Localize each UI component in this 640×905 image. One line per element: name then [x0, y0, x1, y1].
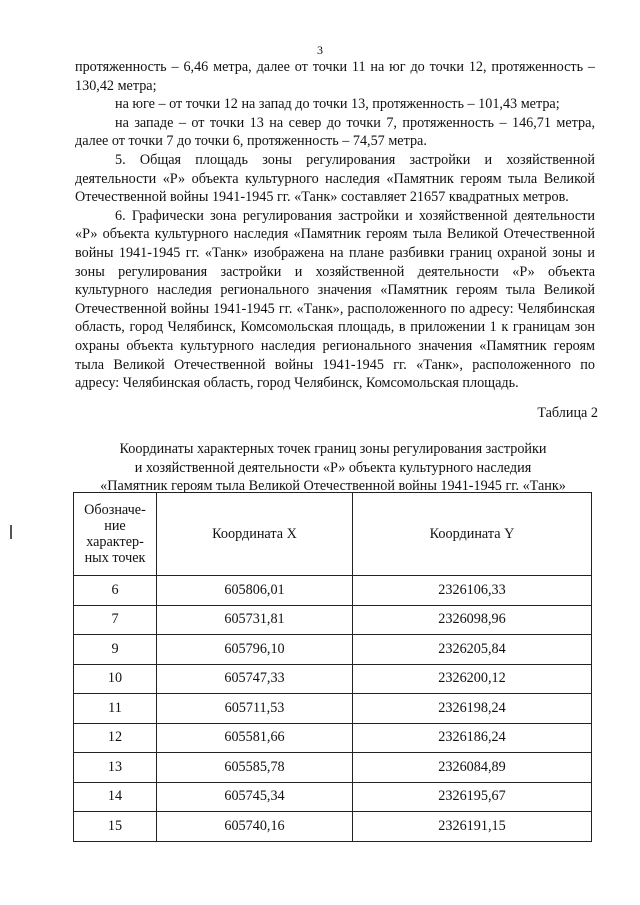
table-row [74, 605, 592, 635]
coord-y: 2326195,67 [353, 782, 592, 812]
paragraph-graphic: 6. Графически зона регулирования застройки и хозяйственной деятельности «Р» объекта культурного наследия «Памятник героям тыла Великой Отечественной войны 1941-1945 гг. «Танк» изображена на плане разбивки границ охраной зоны и зоны регулирования застройки и хозяйственной деятельности «Р» объекта культурного наследия регионального значения «Памятник героям тыла Великой Отечественной войны 1941-1945 гг. «Танк», расположенного по адресу: Челябинская область, город Челябинск, Комсомольская площадь, в приложении 1 к границам зон охраны объекта культурного наследия регионального значения «Памятник героям тыла Великой Отечественной войны 1941-1945 гг. «Танк», расположенного по адресу: Челябинская область, город Челябинск, Комсомольская площадь. [75, 207, 595, 392]
table-row [74, 753, 592, 783]
paragraph-west: на западе – от точки 13 на север до точки 7, протяженность – 146,71 метра, далее от точки 7 до точки 6, протяженность – 74,57 метра. [75, 114, 595, 150]
header-coordinate-y: Координата Y [353, 493, 592, 576]
table-row [74, 664, 592, 694]
table-row [74, 635, 592, 665]
table-title [66, 440, 600, 496]
table-row [74, 812, 592, 842]
point-id: 12 [74, 723, 157, 753]
coord-y: 2326098,96 [353, 605, 592, 635]
header-coordinate-x: Координата X [157, 493, 353, 576]
coord-x: 605747,33 [157, 664, 353, 694]
paragraph-south: на юге – от точки 12 на запад до точки 13, протяженность – 101,43 метра; [115, 96, 560, 113]
scan-edge-mark [10, 525, 12, 539]
header-point-designation: Обозначе- ние характер- ных точек [74, 493, 157, 576]
table-header-row [74, 493, 592, 576]
table-title-line: и хозяйственной деятельности «Р» объекта культурного наследия [134, 459, 532, 476]
coord-x: 605581,66 [157, 723, 353, 753]
table-row [74, 576, 592, 606]
point-id: 13 [74, 753, 157, 783]
point-id: 14 [74, 782, 157, 812]
coord-y: 2326186,24 [353, 723, 592, 753]
point-id: 11 [74, 694, 157, 724]
point-id: 15 [74, 812, 157, 842]
table-title-line: «Памятник героям тыла Великой Отечественной войны 1941-1945 гг. «Танк» [100, 478, 566, 495]
point-id: 10 [74, 664, 157, 694]
point-id: 9 [74, 635, 157, 665]
coord-y: 2326084,89 [353, 753, 592, 783]
table-row [74, 694, 592, 724]
coord-y: 2326205,84 [353, 635, 592, 665]
coord-y: 2326198,24 [353, 694, 592, 724]
coord-x: 605585,78 [157, 753, 353, 783]
table-row [74, 782, 592, 812]
table-title-line: Координаты характерных точек границ зоны регулирования застройки [119, 441, 547, 457]
coord-x: 605731,81 [157, 605, 353, 635]
coord-x: 605796,10 [157, 635, 353, 665]
coord-x: 605806,01 [157, 576, 353, 606]
coord-y: 2326200,12 [353, 664, 592, 694]
body-text [75, 58, 595, 393]
point-id: 7 [74, 605, 157, 635]
coord-x: 605740,16 [157, 812, 353, 842]
page-number: 3 [317, 43, 323, 57]
paragraph-area: 5. Общая площадь зоны регулирования застройки и хозяйственной деятельности «Р» объекта культурного наследия «Памятник героям тыла Великой Отечественной войны 1941-1945 гг. «Танк» составляет 21657 квадратных метров. [75, 151, 595, 206]
table-row [74, 723, 592, 753]
coord-y: 2326106,33 [353, 576, 592, 606]
coord-x: 605711,53 [157, 694, 353, 724]
coord-x: 605745,34 [157, 782, 353, 812]
coord-y: 2326191,15 [353, 812, 592, 842]
table-label: Таблица 2 [537, 405, 598, 421]
coordinates-table [73, 492, 592, 842]
paragraph-continuation: протяженность – 6,46 метра, далее от точки 11 на юг до точки 12, протяженность – 130,42 метра; [75, 59, 595, 94]
point-id: 6 [74, 576, 157, 606]
